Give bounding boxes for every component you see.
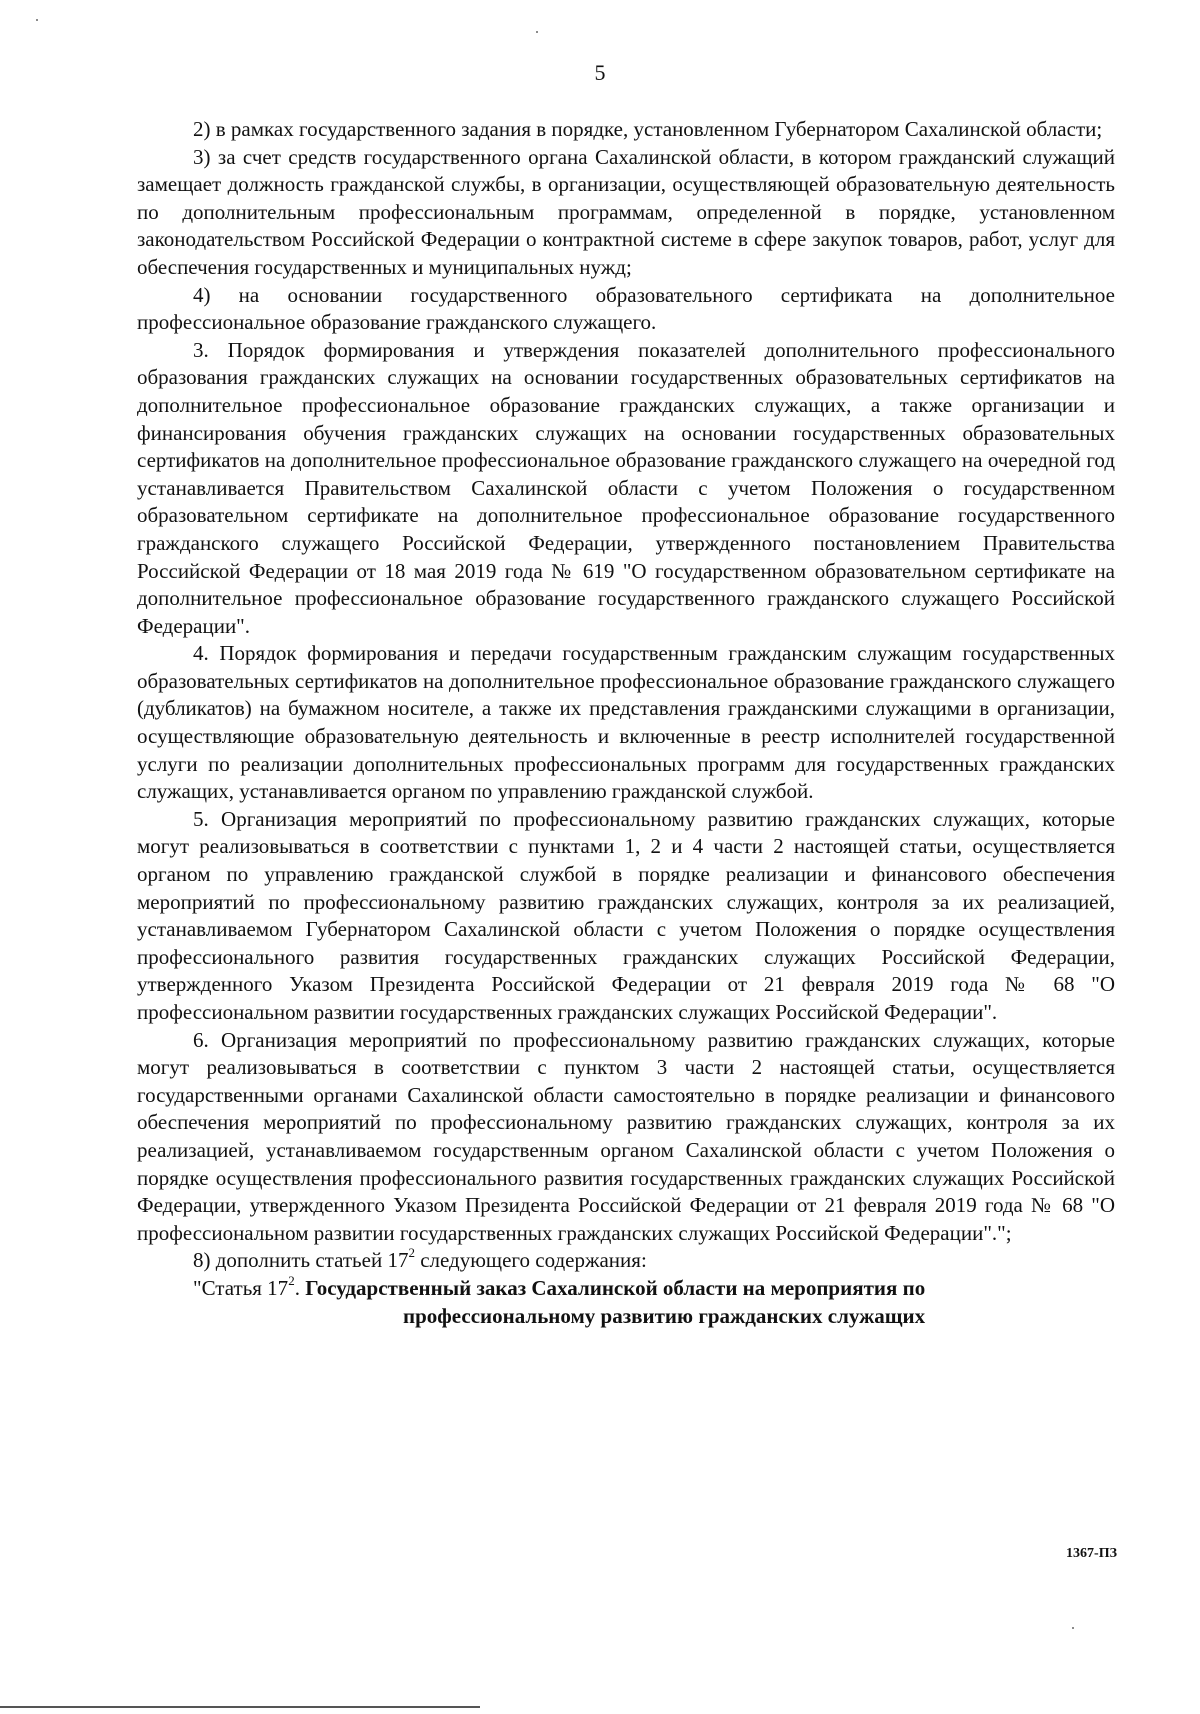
article-heading-title-line1: Государственный заказ Сахалинской области на мероприятия по [299, 1275, 926, 1300]
article-heading-dot: . [294, 1275, 300, 1300]
item8-suffix: следующего содержания: [414, 1248, 647, 1273]
scan-speck [536, 31, 538, 33]
paragraph-item-2: 2) в рамках государственного задания в порядке, установленном Губернатором Сахалинской области; [193, 117, 1103, 141]
paragraph-section-4: 4. Порядок формирования и передачи государственным гражданским служащим государственных образовательных сертификатов на дополнительное профессиональное образование гражданского служащего (дубликатов) на бумажном носителе, а также их представления гражданскими служащими в организации, осуществляющие образовательную деятельность и включенные в реестр исполнителей государственной услуги по реализации дополнительных профессиональных программ для государственных гражданских служащих, устанавливается органом по управлению гражданской службой. [137, 641, 1115, 804]
page-number: 5 [594, 60, 606, 85]
article-heading [137, 1272, 1115, 1303]
paragraph-section-3: 3. Порядок формирования и утверждения показателей дополнительного профессионального образования гражданских служащих на основании государственных образовательных сертификатов на дополнительное профессиональное образование гражданских служащих, а также организации и финансирования обучения гражданских служащих на основании государственных образовательных сертификатов на дополнительное профессиональное образование гражданского служащего на очередной год устанавливается Правительством Сахалинской области с учетом Положения о государственном образовательном сертификате на дополнительное профессиональное образование государственного гражданского служащего Российской Федерации, утвержденного постановлением Правительства Российской Федерации от 18 мая 2019 года № 619 "О государственном образовательном сертификате на дополнительное профессиональное образование государственного гражданского служащего Российской Федерации". [137, 337, 1115, 638]
item8-superscript: 2 [408, 1245, 415, 1261]
scan-speck [36, 19, 38, 21]
paragraph-section-5: 5. Организация мероприятий по профессиональному развитию гражданских служащих, которые могут реализовываться в соответствии с пунктами 1, 2 и 4 части 2 настоящей статьи, осуществляется органом по управлению гражданской службой в порядке реализации и финансового обеспечения мероприятий по профессиональному развитию гражданских служащих, контроля за их реализацией, устанавливаемом Губернатором Сахалинской области с учетом Положения о порядке осуществления профессионального развития государственных гражданских служащих Российской Федерации, утвержденного Указом Президента Российской Федерации от 21 февраля 2019 года № 68 "О профессиональном развитии государственных гражданских служащих Российской Федерации". [137, 806, 1115, 1024]
paragraph-item-3: 3) за счет средств государственного органа Сахалинской области, в котором гражданский служащий замещает должность гражданской службы, в организации, осуществляющей образовательную деятельность по дополнительным профессиональным программам, определенной в порядке, установленном законодательством Российской Федерации о контрактной системе в сфере закупок товаров, работ, услуг для обеспечения государственных и муниципальных нужд; [137, 144, 1115, 279]
article-heading-title-line2: профессиональному развитию гражданских служащих [403, 1303, 926, 1328]
paragraph-item-4: 4) на основании государственного образовательного сертификата на дополнительное профессиональное образование гражданского служащего. [137, 282, 1115, 335]
paragraph-section-6: 6. Организация мероприятий по профессиональному развитию гражданских служащих, которые могут реализовываться в соответствии с пунктом 3 части 2 настоящей статьи, осуществляется государственными органами Сахалинской области самостоятельно в порядке реализации и финансового обеспечения мероприятий по профессиональному развитию гражданских служащих, контроля за их реализацией, устанавливаемом государственным органом Сахалинской области с учетом Положения о порядке осуществления профессионального развития государственных гражданских служащих Российской Федерации, утвержденного Указом Президента Российской Федерации от 21 февраля 2019 года № 68 "О профессиональном развитии государственных гражданских служащих Российской Федерации"."; [137, 1027, 1115, 1245]
document-body [137, 116, 1115, 1330]
scan-speck [1072, 1627, 1074, 1629]
item8-prefix: 8) дополнить статьей 17 [193, 1248, 409, 1273]
scan-edge-line [0, 1706, 480, 1708]
article-heading-prefix: "Статья 17 [193, 1275, 289, 1300]
document-code: 1367-ПЗ [1066, 1546, 1117, 1561]
paragraph-item-8 [137, 1247, 1115, 1275]
article-heading-superscript: 2 [288, 1272, 295, 1288]
